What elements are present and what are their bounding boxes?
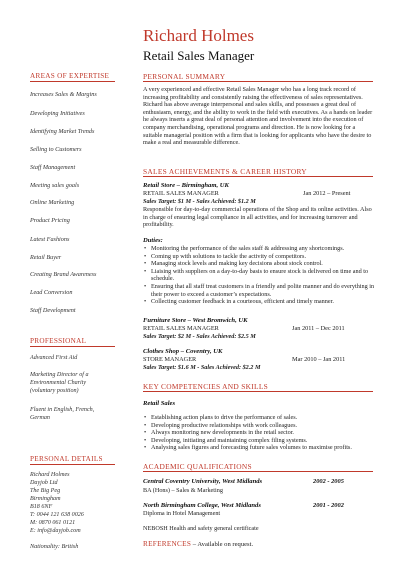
expertise-item: Meeting sales goals	[30, 182, 80, 189]
duty-item: • Managing stock levels and making key decisions about stock control.	[151, 260, 383, 268]
retail-sales-subheading: Retail Sales	[143, 400, 176, 407]
expertise-item: Developing Initiatives	[30, 110, 85, 117]
job2-role: RETAIL SALES MANAGER	[143, 325, 219, 332]
expertise-item: Staff Management	[30, 164, 76, 171]
job3-sales: Sales Target: $1.6 M - Sales Achieved: $2.2 M	[143, 364, 261, 371]
edu2-school: North Birmingham College, West Midlands	[143, 502, 261, 509]
job2-sales: Sales Target: $2 M - Sales Achieved: $2.5 M	[143, 333, 256, 340]
job3-company: Clothes Shop – Coventry, UK	[143, 348, 223, 355]
references-heading: REFERENCES	[143, 540, 192, 548]
summary-text: A very experienced and effective Retail Sales Manager who has a long track record of increasing profitability and consistently raising the effectiveness of sales representatives. Richard has above average interpersonal and sales skills, and possesses a great deal of enthusiasm, energy, and the ability to work in the field with executives. As a hands on leader he always inserts a great deal of personal attention and involvement into the execution of company merchandising, operational programs and direction. He is now looking for a suitable managerial position with a firm that is looking for applicants who have the desire to make a real and measurable difference.	[143, 86, 373, 147]
expertise-item: Latest Fashions	[30, 236, 70, 243]
address-line: Birmingham	[30, 496, 61, 502]
duty-item: • Ensuring that all staff treat customers in a friendly and polite manner and do everything in their power to exceed a customer’s expectations.	[151, 283, 383, 298]
job-role-title: Retail Sales Manager	[143, 48, 255, 63]
job3-role: STORE MANAGER	[143, 356, 197, 363]
address-line: Dayjob Ltd	[30, 480, 58, 486]
career-heading: SALES ACHIEVEMENTS & CAREER HISTORY	[143, 167, 307, 176]
expertise-item: Increases Sales & Margins	[30, 91, 97, 98]
competency-item: • Always monitoring new developments in the retail sector.	[151, 429, 383, 437]
edu1-school: Central Coventry University, West Midlands	[143, 478, 263, 485]
expertise-item: Staff Development	[30, 307, 76, 314]
expertise-item: Identifying Market Trends	[30, 128, 95, 135]
personal-heading: PERSONAL DETAILS	[30, 455, 103, 463]
competency-item: • Establishing action plans to drive the performance of sales.	[151, 414, 383, 422]
competency-item: • Analysing sales figures and forecasting future sales volumes to maximise profits.	[151, 444, 383, 452]
edu2-years: 2001 - 2002	[313, 502, 344, 509]
expertise-rule	[30, 81, 115, 82]
duty-item: • Monitoring the performance of the sales staff & addressing any shortcomings.	[151, 245, 383, 253]
professional-item: Advanced First Aid	[30, 355, 78, 361]
expertise-item: Lead Conversion	[30, 289, 73, 296]
candidate-name: Richard Holmes	[143, 26, 254, 45]
job1-role: RETAIL SALES MANAGER	[143, 190, 219, 197]
duty-item: • Coming up with solutions to tackle the activity of competitors.	[151, 253, 383, 261]
career-rule	[143, 176, 373, 177]
competencies-rule	[143, 391, 373, 392]
professional-item: Fluent in English, French, German	[30, 407, 95, 422]
job2-dates: Jan 2011 – Dec 2011	[292, 325, 345, 332]
expertise-item: Creating Brand Awareness	[30, 271, 97, 278]
nationality: Nationality: British	[30, 543, 79, 550]
summary-heading: PERSONAL SUMMARY	[143, 72, 226, 81]
job1-company: Retail Store – Birmingham, UK	[143, 182, 229, 189]
email-line: E: info@dayjob.com	[30, 528, 81, 534]
references-text: – Available on request.	[191, 541, 254, 548]
expertise-item: Retail Buyer	[30, 254, 62, 261]
professional-rule	[30, 346, 115, 347]
job1-sales: Sales Target: $1 M - Sales Achieved: $1.2 M	[143, 198, 256, 205]
address-line: B18 6NF	[30, 504, 53, 510]
duty-item: • Collecting customer feedback in a courteous, efficient and timely manner.	[151, 298, 383, 306]
expertise-item: Selling to Customers	[30, 146, 82, 153]
edu1-years: 2002 - 2005	[313, 478, 344, 485]
duty-item: • Liaising with suppliers on a day-to-day basis to ensure stock is delivered on time and to schedule.	[151, 268, 383, 283]
mobile-line: M: 0870 061 0121	[30, 520, 76, 526]
competencies-heading: KEY COMPETENCIES AND SKILLS	[143, 382, 269, 391]
duties-list	[143, 245, 383, 306]
competency-item: • Developing productive relationships with work colleagues.	[151, 422, 383, 430]
edu-extra: NEBOSH Health and safety general certificate	[143, 525, 259, 532]
address-line: Richard Holmes	[30, 472, 70, 478]
personal-rule	[30, 464, 115, 465]
edu1-detail: BA (Hons) – Sales & Marketing	[143, 487, 223, 494]
summary-rule	[143, 81, 373, 82]
job2-company: Furniture Store – West Bromwich, UK	[143, 317, 248, 324]
expertise-item: Product Pricing	[30, 217, 70, 224]
job1-description: Responsible for day-to-day commercial operations of the Shop and its online activities. Also in charge of ensuring legal compliance in all activities, and for increasing turnover and profitability.	[143, 206, 372, 229]
job3-dates: Mar 2010 – Jan 2011	[292, 356, 346, 363]
references-line	[143, 540, 253, 548]
competency-item: • Developing, initiating and maintaining complex filing systems.	[151, 437, 383, 445]
duties-heading: Duties:	[143, 237, 163, 244]
edu2-detail: Diploma in Hotel Management	[143, 510, 221, 517]
competencies-list	[143, 414, 383, 452]
education-heading: ACADEMIC QUALIFICATIONS	[143, 462, 252, 471]
expertise-item: Online Marketing	[30, 199, 75, 206]
address-line: The Big Peg	[30, 488, 61, 494]
job1-dates: Jan 2012 – Present	[303, 190, 351, 197]
expertise-heading: AREAS OF EXPERTISE	[30, 72, 110, 80]
professional-item: Marketing Director of a Environmental Charity (voluntary position)	[30, 372, 89, 395]
phone-line: T: 0044 121 638 0026	[30, 512, 84, 518]
education-rule	[143, 471, 373, 472]
professional-heading: PROFESSIONAL	[30, 337, 87, 345]
address-block	[30, 471, 84, 535]
